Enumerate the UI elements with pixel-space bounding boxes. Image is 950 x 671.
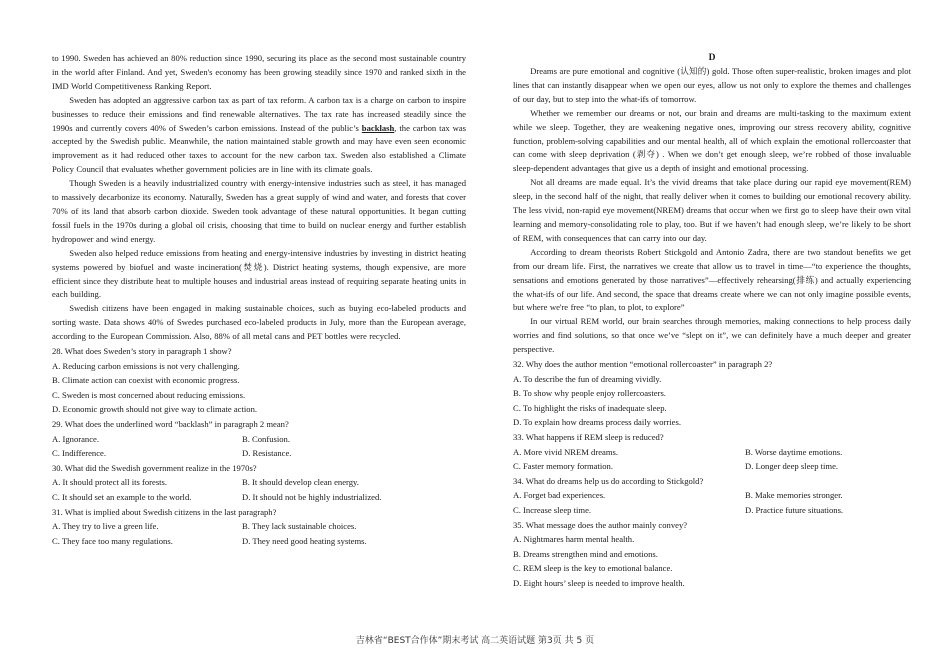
paragraph: Whether we remember our dreams or not, our brain and dreams are multi-tasking to the maximum extent while we sleep. Together, they are weakening negative ones, improving our stress recovery ability, cognitive function, problem-solving capabilities and our mental health, all of which explain the emotional rollercoaster that can come with sleep deprivation (剥夺) . When we don’t get enough sleep, we’re robbed of those invaluable sleep-dependent advantages that give us a depth of insight and emotional processing.	[513, 107, 911, 174]
option-row	[513, 459, 911, 474]
question: 33. What happens if REM sleep is reduced?	[513, 432, 664, 442]
option: A. It should protect all its forests.	[52, 477, 168, 488]
option: B. Worse daytime emotions.	[745, 446, 843, 457]
option: B. Climate action can coexist with economic progress.	[52, 375, 240, 386]
option: C. Increase sleep time.	[513, 504, 592, 515]
option: C. They face too many regulations.	[52, 535, 173, 546]
option: A. They try to live a green life.	[52, 521, 159, 532]
left-column	[52, 52, 466, 548]
option: A. More vivid NREM dreams.	[513, 446, 619, 457]
question: 34. What do dreams help us do according to Stickgold?	[513, 475, 704, 486]
paragraph: Swedish citizens have been engaged in making sustainable choices, such as buying eco-labeled products and sorting waste. Data shows 40% of Swedes purchased eco-labeled products in July, more than the European average, according to the European Commission. Also, 88% of all metal cans and PET bottles were recycled.	[52, 303, 466, 342]
option-row	[513, 488, 911, 503]
option: C. Sweden is most concerned about reducing emissions.	[52, 389, 246, 400]
option: A. Reducing carbon emissions is not very challenging.	[52, 360, 240, 371]
option-row	[52, 490, 466, 505]
option: D. Eight hours’ sleep is needed to improve health.	[513, 577, 685, 588]
option: B. It should develop clean energy.	[242, 477, 359, 488]
option: D. They need good heating systems.	[242, 535, 367, 546]
option: B. Make memories stronger.	[745, 490, 843, 501]
option: A. Nightmares harm mental health.	[513, 534, 635, 545]
option: B. Confusion.	[242, 433, 290, 444]
question: 32. Why does the author mention “emotional rollercoaster” in paragraph 2?	[513, 359, 773, 370]
right-column	[513, 52, 911, 591]
question: 29. What does the underlined word “backlash” in paragraph 2 mean?	[52, 419, 289, 429]
paragraph-text: , the carbon tax was accepted by the Swedish public. Meanwhile, the nation maintained stable growth and may have even seen economic improvement as it had reduced other taxes to account for the new carbon tax. Sweden also established a Climate Policy Council that evaluates whether government policies are in line with its climate goals.	[52, 122, 466, 175]
section-heading: D	[708, 53, 716, 63]
option-row	[52, 475, 466, 490]
option: C. Faster memory formation.	[513, 461, 614, 472]
paragraph: Not all dreams are made equal. It’s the vivid dreams that take place during our rapid eye movement(REM) sleep, in the second half of the night, that really deliver when it comes to building our emotional recovery ability. The less vivid, non-rapid eye movement(NREM) dreams that occur when we first go to sleep have their own vital learning and memory-consolidating role to play, too. But if we haven’t had enough sleep, we’re likely to be short of REM, with consequences that can carry into our day.	[513, 177, 911, 243]
option: D. Longer deep sleep time.	[745, 461, 839, 472]
question: 35. What message does the author mainly convey?	[513, 519, 688, 530]
underlined-word: backlash	[361, 122, 395, 133]
question: 28. What does Sweden’s story in paragraph 1 show?	[52, 346, 232, 357]
paragraph: to 1990. Sweden has achieved an 80% reduction since 1990, securing its place as the second most sustainable country in the world after Finland. And yet, Sweden's economy has been growing steadily since 1970 and ranked sixth in the IMD World Competitiveness Ranking Report.	[52, 53, 466, 91]
option-row	[52, 519, 466, 534]
option: D. Resistance.	[242, 448, 292, 459]
option-row	[52, 446, 466, 461]
option: A. Forget bad experiences.	[513, 490, 606, 501]
paragraph: In our virtual REM world, our brain searches through memories, making connections to help process daily worries and find solutions, so that once we’ve “slept on it”, we can definitely have a much deeper and greater perspective.	[513, 316, 911, 355]
option: C. Indifference.	[52, 448, 107, 459]
option: B. Dreams strengthen mind and emotions.	[513, 548, 658, 559]
option: D. To explain how dreams process daily worries.	[513, 417, 681, 428]
paragraph: Sweden also helped reduce emissions from heating and energy-intensive industries by investing in district heating systems powered by biofuel and waste incineration(焚烧). District heating systems, though expensive, are more efficient since they distribute heat to multiple houses and industrial areas instead of requiring separate heating units in each building.	[52, 247, 466, 300]
question: 31. What is implied about Swedish citizens in the last paragraph?	[52, 506, 277, 517]
paragraph: According to dream theorists Robert Stickgold and Antonio Zadra, there are two standout benefits we get from our dream life. First, the narratives we create that allow us to travel in time—“to experience the thoughts, sensations and emotions generated by those narratives”—effectively rehearsing(排练) and actually experiencing the what-ifs of our life. And second, the space that dreams create where we can not only imagine possible events, but where we're free “to plan, to plot, to explore”	[513, 246, 911, 313]
option: B. They lack sustainable choices.	[242, 521, 357, 532]
option-row	[52, 534, 466, 549]
option-row	[52, 432, 466, 447]
question: 30. What did the Swedish government realize in the 1970s?	[52, 462, 257, 473]
option: C. It should set an example to the world.	[52, 491, 192, 502]
option-row	[513, 445, 911, 460]
option: D. It should not be highly industrialized.	[242, 491, 382, 502]
paragraph: Though Sweden is a heavily industrialized country with energy-intensive industries such as steel, it has managed to massively decarbonize its economy. Naturally, Sweden has a great supply of wind and water, and forests that cover 70% of its land that absorb carbon dioxide. Sweden took advantage of these natural opportunities. It began cutting fossil fuels in the 1970s during a global oil crisis, choosing that time to build on nuclear energy and further establish hydropower and wind energy.	[52, 178, 466, 244]
option: D. Practice future situations.	[745, 504, 844, 515]
option: B. To show why people enjoy rollercoasters.	[513, 388, 666, 399]
paragraph: Dreams are pure emotional and cognitive (认知的) gold. Those often super-realistic, broken images and plot lines that can instantly disappear when we open our eyes, allow us not only to explore the themes and challenges of our day, but to step into the what-ifs of tomorrow.	[513, 66, 911, 104]
option: D. Economic growth should not give way to climate action.	[52, 404, 258, 415]
page-footer: 吉林省“BEST合作体”期末考试 高二英语试题 第3页 共 5 页	[355, 636, 595, 646]
option: C. To highlight the risks of inadequate sleep.	[513, 402, 667, 413]
option-row	[513, 503, 911, 518]
option: C. REM sleep is the key to emotional balance.	[513, 563, 673, 574]
paragraph-text: Sweden has adopted an aggressive carbon tax as part of tax reform. A carbon tax is a charge on carbon to inspire businesses to reduce their emissions and find renewable alternatives. The tax rate has increased steadily since the 1990s and currently covers 40% of Sweden’s carbon emissions. Instead of the public’s	[52, 94, 466, 133]
option: A. To describe the fun of dreaming vividly.	[513, 373, 662, 384]
paragraph	[52, 94, 466, 177]
option: A. Ignorance.	[52, 433, 100, 444]
